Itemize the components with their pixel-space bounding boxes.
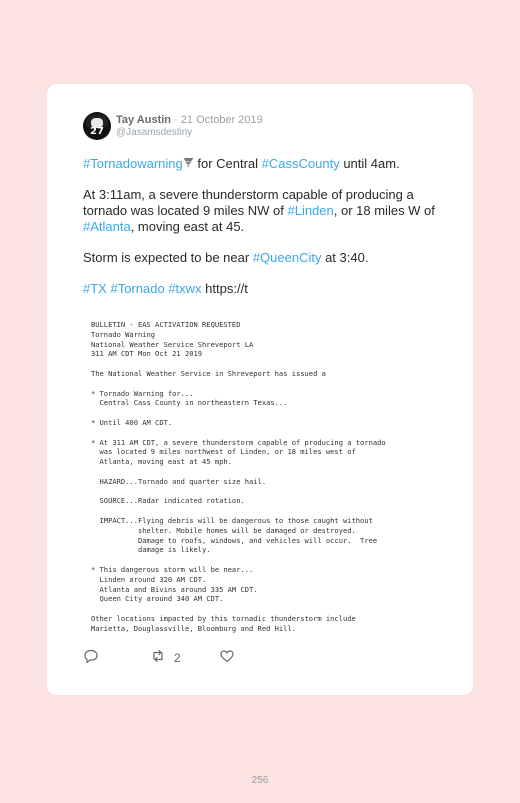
author-handle[interactable]: @Jasamsdestiny: [116, 127, 193, 138]
tweet-text-segment: , or 18 miles W of: [333, 203, 435, 218]
tweet-text: [83, 156, 443, 312]
hashtag-atlanta[interactable]: #Atlanta: [83, 219, 131, 234]
hashtag-casscounty[interactable]: #CassCounty: [261, 156, 340, 171]
tweet-date: · 21 October 2019: [174, 114, 263, 126]
hashtag-txwx[interactable]: #txwx: [168, 281, 202, 296]
avatar[interactable]: [83, 112, 111, 140]
tweet-text-segment: until 4am.: [339, 156, 400, 171]
tweet-line-1: [83, 156, 443, 172]
tweet-link[interactable]: https://t: [205, 281, 248, 296]
tweet-text-segment: At 3:11am, a severe thunderstorm capable of producing a tornado was located 9 miles NW of: [83, 187, 414, 218]
warning-bulletin-image[interactable]: BULLETIN - EAS ACTIVATION REQUESTED Tornado Warning National Weather Service Shreveport LA 311 AM CDT Mon Oct 21 2019 The National Weather Service in Shreveport has issued a * Tornado Warning for... Central Cass County in northeastern Texas... * Until 400 AM CDT. * At 311 AM CDT, a severe thunderstorm capable of producing a tornado was located 9 miles northwest of Linden, or 18 miles west of Atlanta, moving east at 45 mph. HAZARD...Tornado and quarter size hail. SOURCE...Radar indicated rotation. IMPACT...Flying debris will be dangerous to those caught without shelter. Mobile homes will be damaged or destroyed. Damage to roofs, windows, and vehicles will occur. Tree damage is likely. * This dangerous storm will be near... Linden around 320 AM CDT. Atlanta and Bivins around 335 AM CDT. Queen City around 340 AM CDT. Other locations impacted by this tornadic thunderstorm include Marietta, Douglassville, Bloomburg and Red Hill.: [91, 320, 386, 633]
retweet-button[interactable]: [150, 650, 181, 666]
avatar-number: 27: [90, 126, 104, 137]
tweet-text-segment: at 3:40.: [321, 250, 369, 265]
tornado-icon: [183, 156, 194, 172]
tweet-text-segment: Storm is expected to be near: [83, 250, 253, 265]
author-line: [116, 114, 263, 126]
retweet-count: 2: [174, 651, 181, 665]
tweet-card: [47, 84, 473, 695]
hashtag-tornado[interactable]: #Tornado: [110, 281, 165, 296]
reply-button[interactable]: [83, 650, 99, 666]
like-button[interactable]: [219, 650, 235, 666]
hashtag-queencity[interactable]: #QueenCity: [252, 250, 322, 265]
page-number: 256: [251, 775, 269, 786]
tweet-text-segment: for Central: [193, 156, 262, 171]
tweet-text-segment: , moving east at 45.: [130, 219, 245, 234]
hashtag-tornadowarning[interactable]: #Tornadowarning: [83, 156, 183, 171]
tweet-line-2: [83, 187, 443, 235]
heart-icon: [219, 648, 235, 669]
tweet-line-3: [83, 250, 443, 266]
tweet-actions: [83, 650, 283, 666]
tweet-line-4: [83, 281, 443, 297]
reply-icon: [83, 648, 99, 669]
hashtag-tx[interactable]: #TX: [83, 281, 107, 296]
author-name[interactable]: Tay Austin: [116, 114, 172, 126]
hashtag-linden[interactable]: #Linden: [287, 203, 334, 218]
retweet-icon: [150, 648, 166, 669]
